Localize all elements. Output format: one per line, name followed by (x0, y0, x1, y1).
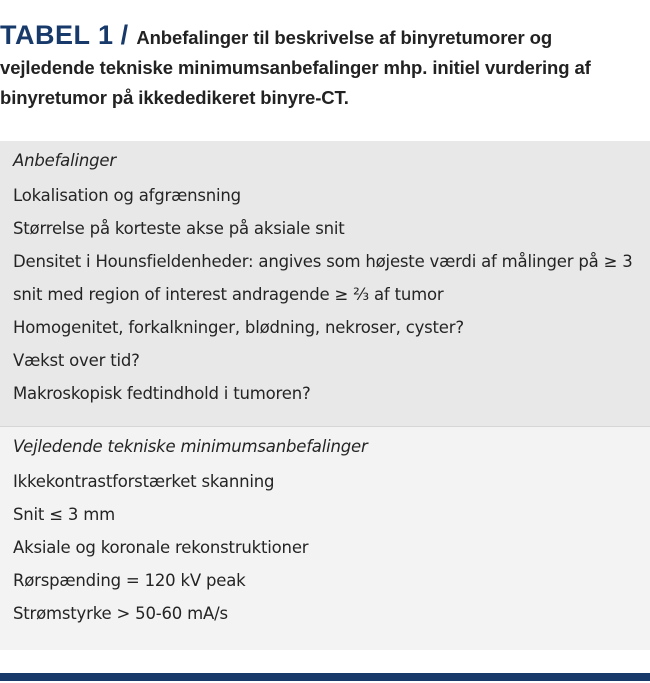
section-header-technical: Vejledende tekniske minimumsanbefalinger (13, 437, 368, 456)
table-row: Aksiale og koronale rekonstruktioner (13, 538, 309, 557)
section-recommendations (0, 141, 650, 426)
table-row: Strømstyrke > 50-60 mA/s (13, 604, 228, 623)
table-row: Rørspænding = 120 kV peak (13, 571, 246, 590)
caption-text: Anbefalinger til beskrivelse af binyretumorer og vejledende tekniske minimumsanbefalinger mhp. initiel vurdering af binyretumor på ikkededikeret binyre-CT. (0, 27, 591, 108)
section-header-recommendations: Anbefalinger (13, 151, 116, 170)
recommendations-table (0, 141, 650, 650)
table-row: Snit ≤ 3 mm (13, 505, 115, 524)
table-row: Vækst over tid? (13, 351, 140, 370)
caption-separator: / (120, 20, 128, 50)
table-row: Densitet i Hounsfieldenheder: angives som højeste værdi af målinger på ≥ 3 snit med region of interest andragende ≥ ⅔ af tumor (13, 252, 633, 304)
table-row: Homogenitet, forkalkninger, blødning, nekroser, cyster? (13, 318, 464, 337)
section-technical-minimums (0, 426, 650, 650)
table-row: Ikkekontrastforstærket skanning (13, 472, 275, 491)
bottom-rule (0, 673, 650, 681)
table-row: Størrelse på korteste akse på aksiale snit (13, 219, 345, 238)
table-row: Makroskopisk fedtindhold i tumoren? (13, 384, 311, 403)
table-caption (0, 20, 640, 113)
table-row: Lokalisation og afgrænsning (13, 186, 241, 205)
table-label: TABEL 1 (0, 20, 114, 50)
